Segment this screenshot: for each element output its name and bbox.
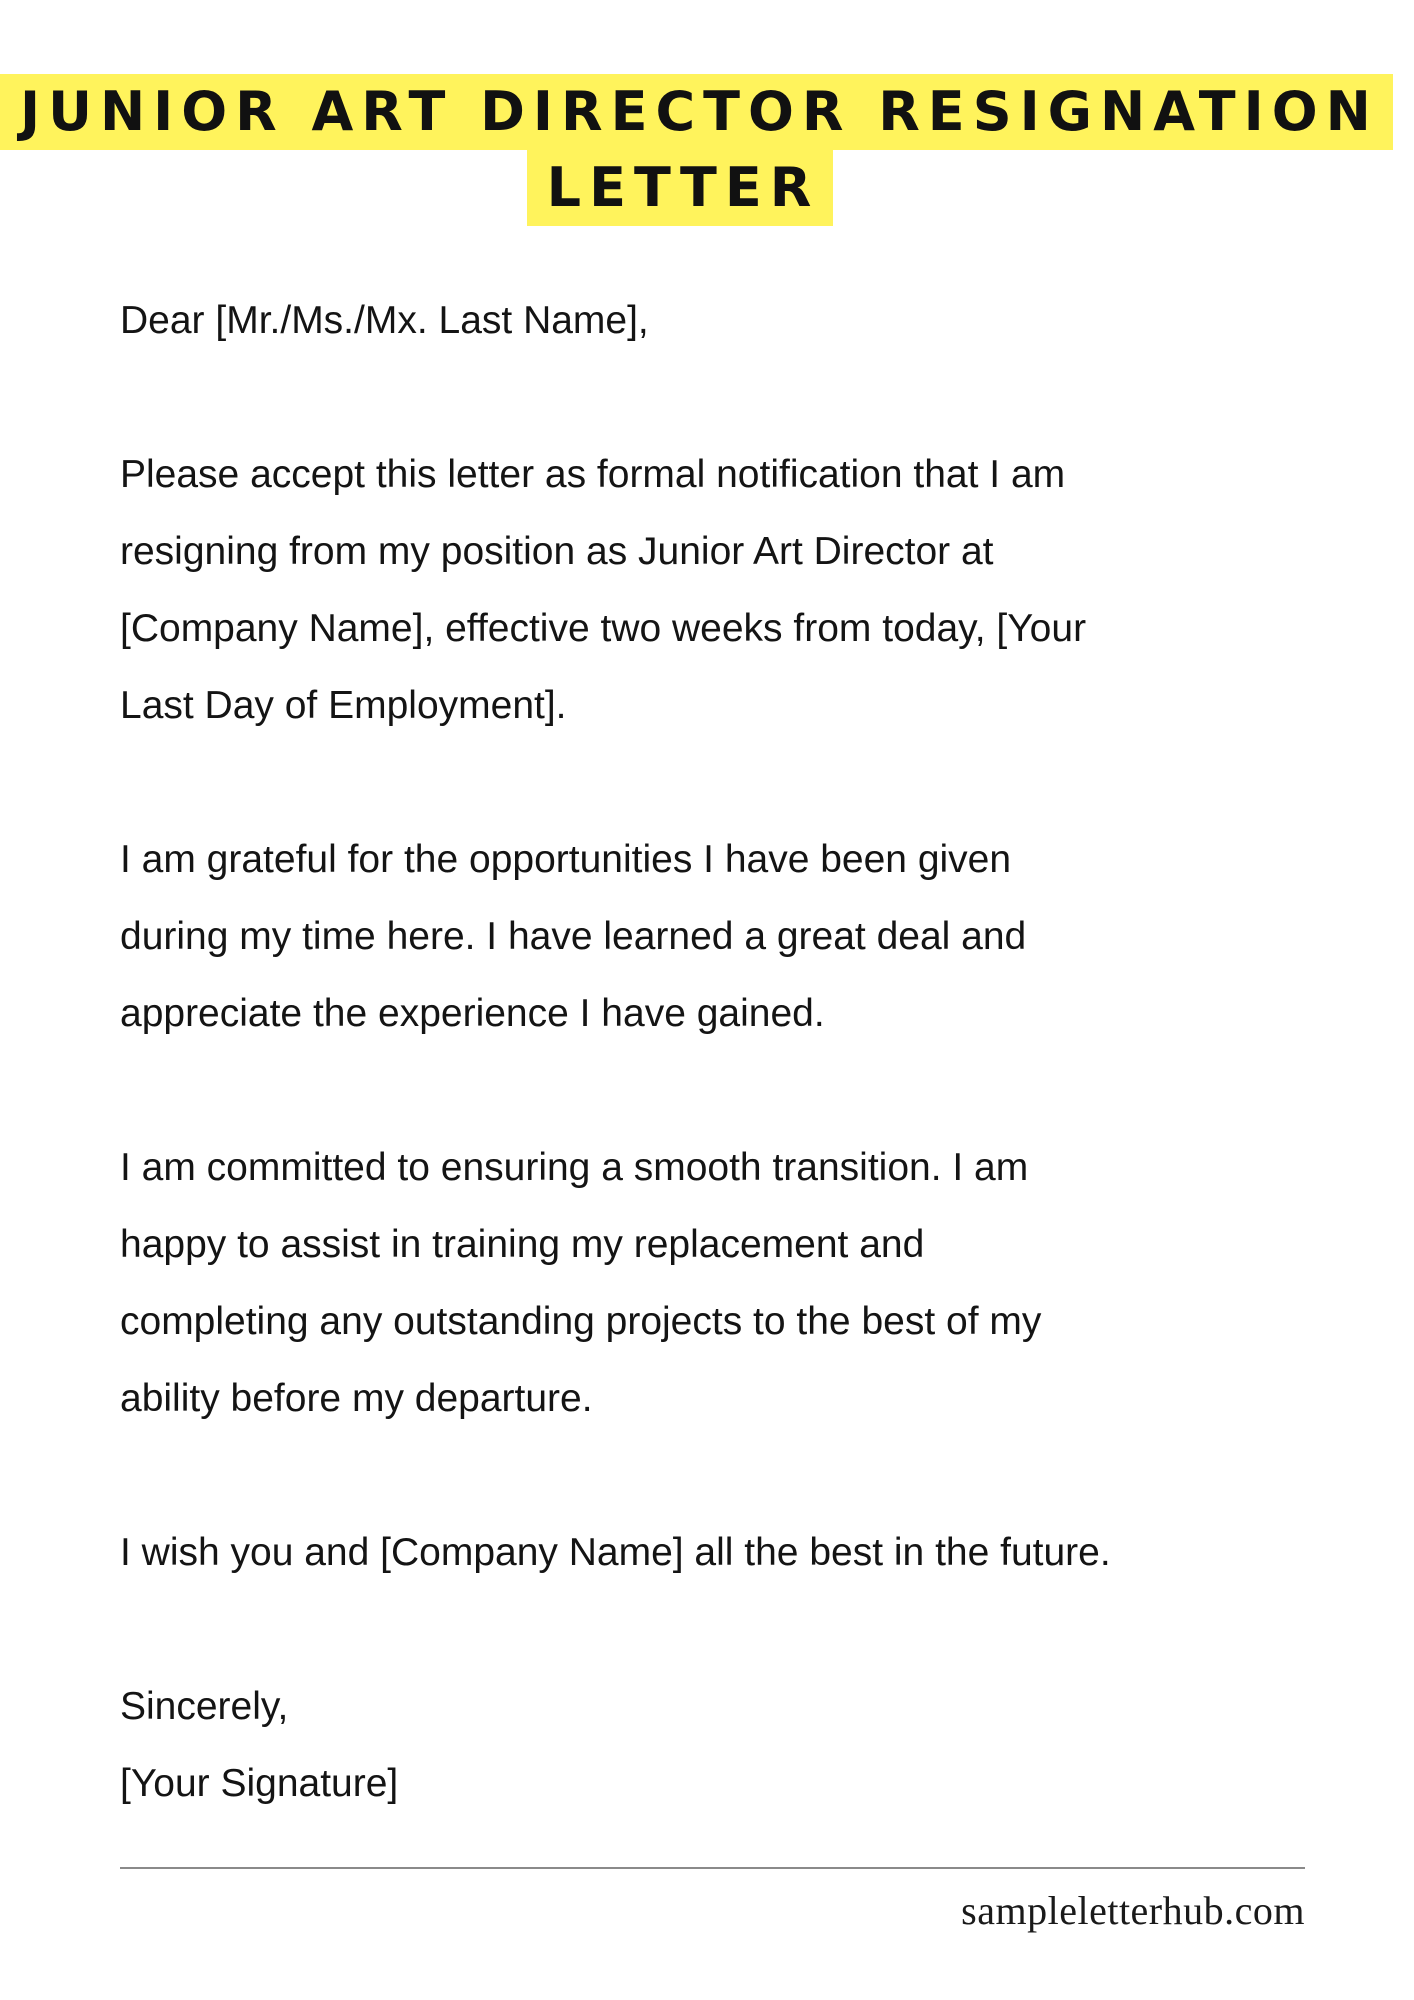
document-title (0, 74, 1379, 226)
paragraph-gratitude: I am grateful for the opportunities I have been given during my time here. I have learned a great deal and appreciate the experience I have gained. (120, 838, 1027, 1035)
title-line-2: LETTER (527, 150, 834, 226)
paragraph-notification: Please accept this letter as formal notification that I am resigning from my position as Junior Art Director at [Company Name], effective two weeks from today, [Your Last Day of Employment]. (120, 453, 1087, 727)
title-line-1: JUNIOR ART DIRECTOR RESIGNATION (0, 74, 1393, 150)
footer-website: sampleletterhub.com (961, 1888, 1305, 1933)
paragraph-wishes: I wish you and [Company Name] all the best in the future. (120, 1531, 1111, 1574)
closing: Sincerely, (120, 1685, 289, 1728)
letter-body (120, 282, 1360, 1822)
paragraph-transition: I am committed to ensuring a smooth transition. I am happy to assist in training my replacement and completing any outstanding projects to the best of my ability before my departure. (120, 1146, 1042, 1420)
signature-placeholder: [Your Signature] (120, 1762, 399, 1805)
footer-divider (120, 1867, 1305, 1869)
salutation: Dear [Mr./Ms./Mx. Last Name], (120, 299, 649, 342)
